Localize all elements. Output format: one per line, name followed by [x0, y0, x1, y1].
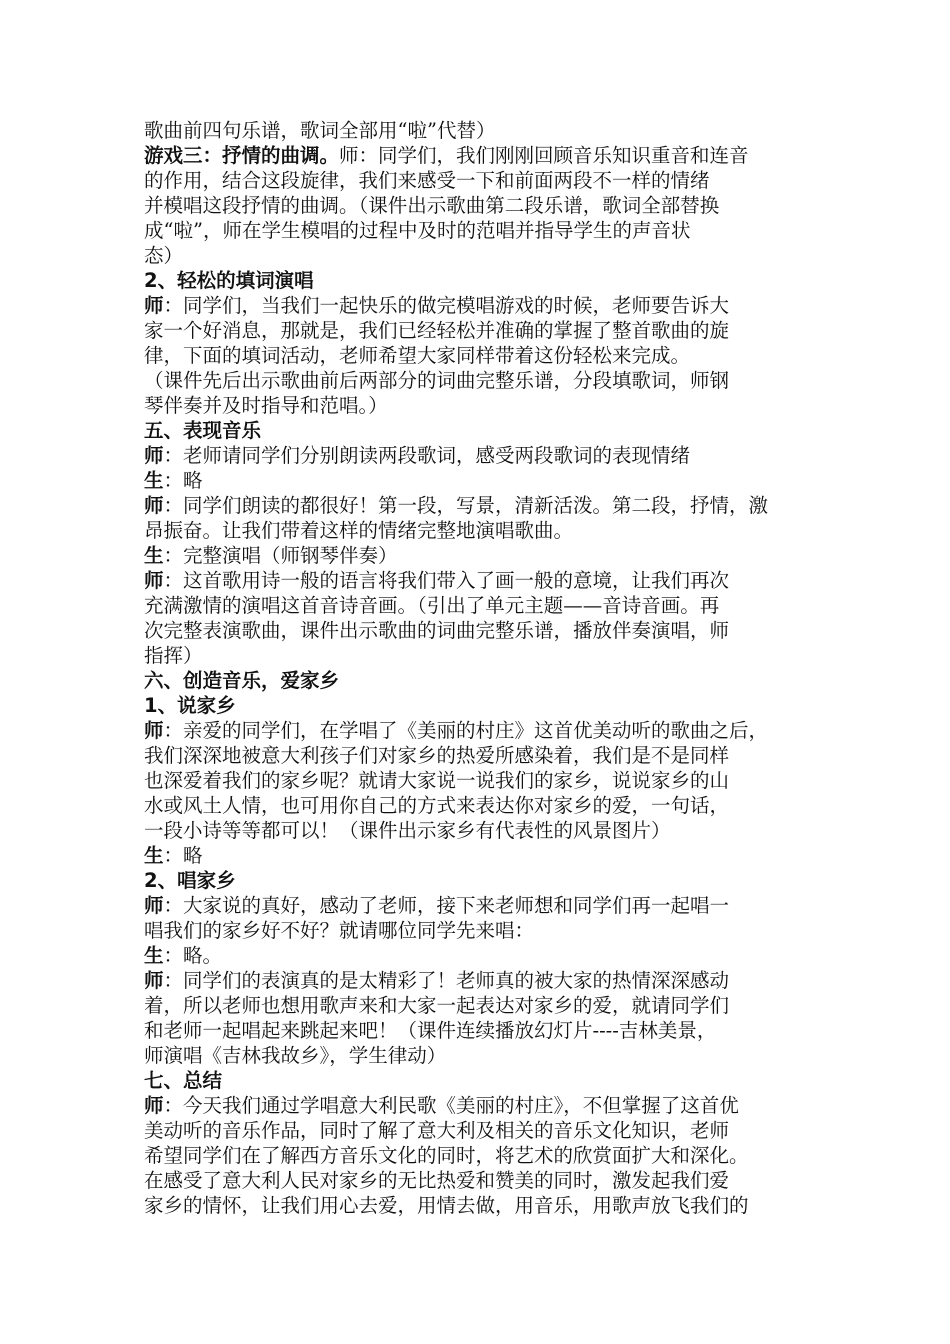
text-segment: 指挥）: [144, 644, 203, 667]
text-line: [144, 968, 838, 993]
text-segment: 琴伴奏并及时指导和范唱。）: [144, 394, 388, 417]
text-line: [144, 1093, 838, 1118]
text-line: [144, 193, 838, 218]
text-segment: ：略。: [163, 944, 223, 967]
text-segment: 和老师一起唱起来跳起来吧！（课件连续播放幻灯片----吉林美景，: [144, 1019, 717, 1042]
bold-text: 六、创造音乐，爱家乡: [144, 669, 340, 692]
text-line: [144, 793, 838, 818]
text-segment: 家一个好消息，那就是，我们已经轻松并准确的掌握了整首歌曲的旋: [144, 319, 730, 342]
bold-text: 五、表现音乐: [144, 419, 262, 442]
text-line: [144, 218, 838, 243]
text-line: [144, 468, 838, 493]
text-segment: 着，所以老师也想用歌声来和大家一起表达对家乡的爱，就请同学们: [144, 994, 730, 1017]
text-segment: 歌曲前四句乐谱，歌词全部用“啦”代替）: [144, 119, 496, 142]
text-segment: 并模唱这段抒情的曲调。（课件出示歌曲第二段乐谱，歌词全部替换: [144, 194, 720, 217]
text-segment: ：同学们朗读的都很好！第一段，写景，清新活泼。第二段，抒情，激: [163, 494, 769, 517]
text-segment: 我们深深地被意大利孩子们对家乡的热爱所感染着，我们是不是同样: [144, 744, 730, 767]
text-segment: 次完整表演歌曲，课件出示歌曲的词曲完整乐谱，播放伴奏演唱，师: [144, 619, 730, 642]
text-line: [144, 568, 838, 593]
text-line: [144, 393, 838, 418]
text-segment: 师演唱《吉林我故乡》，学生律动）: [144, 1044, 447, 1067]
text-line: [144, 1118, 838, 1143]
text-segment: ：完整演唱（师钢琴伴奏）: [163, 544, 398, 567]
text-line: [144, 493, 838, 518]
bold-text: 师: [144, 1094, 164, 1117]
text-line: [144, 543, 838, 568]
text-segment: 希望同学们在了解西方音乐文化的同时，将艺术的欣赏面扩大和深化。: [144, 1144, 749, 1167]
bold-text: 生: [144, 469, 164, 492]
bold-text: 师: [144, 294, 164, 317]
text-line: [144, 1068, 838, 1093]
text-line: [144, 318, 838, 343]
bold-text: 师: [144, 569, 164, 592]
text-line: [144, 593, 838, 618]
text-segment: 一段小诗等等都可以！（课件出示家乡有代表性的风景图片）: [144, 819, 671, 842]
text-line: [144, 643, 838, 668]
bold-text: 师: [144, 444, 164, 467]
text-line: [144, 918, 838, 943]
text-segment: ：亲爱的同学们，在学唱了《美丽的村庄》这首优美动听的歌曲之后，: [163, 719, 769, 742]
text-segment: 也深爱着我们的家乡呢？就请大家说一说我们的家乡，说说家乡的山: [144, 769, 730, 792]
text-line: [144, 743, 838, 768]
text-line: [144, 343, 838, 368]
text-segment: 家乡的情怀，让我们用心去爱，用情去做，用音乐，用歌声放飞我们的: [144, 1194, 749, 1217]
text-segment: ：这首歌用诗一般的语言将我们带入了画一般的意境，让我们再次: [163, 569, 730, 592]
text-segment: ：略: [163, 844, 203, 867]
bold-text: 师: [144, 494, 164, 517]
text-line: [144, 1043, 838, 1068]
text-segment: ：同学们，当我们一起快乐的做完模唱游戏的时候，老师要告诉大: [163, 294, 730, 317]
text-segment: ：同学们的表演真的是太精彩了！老师真的被大家的热情深深感动: [163, 969, 730, 992]
bold-text: 1、说家乡: [144, 694, 236, 717]
bold-text: 生: [144, 944, 164, 967]
text-line: [144, 443, 838, 468]
text-line: [144, 718, 838, 743]
text-line: [144, 368, 838, 393]
text-segment: 美动听的音乐作品，同时了解了意大利及相关的音乐文化知识，老师: [144, 1119, 730, 1142]
text-line: [144, 118, 838, 143]
bold-text: 师: [144, 894, 164, 917]
text-line: [144, 293, 838, 318]
bold-text: 生: [144, 844, 164, 867]
text-segment: ：老师请同学们分别朗读两段歌词，感受两段歌词的表现情绪: [163, 444, 691, 467]
text-segment: 水或风土人情，也可用你自己的方式来表达你对家乡的爱，一句话，: [144, 794, 730, 817]
bold-text: 师: [144, 969, 164, 992]
bold-text: 生: [144, 544, 164, 567]
bold-text: 七、总结: [144, 1069, 223, 1092]
text-segment: 的作用，结合这段旋律，我们来感受一下和前面两段不一样的情绪: [144, 169, 710, 192]
text-line: [144, 993, 838, 1018]
bold-text: 游戏三：抒情的曲调。: [144, 144, 340, 167]
text-segment: 昂振奋。让我们带着这样的情绪完整地演唱歌曲。: [144, 519, 574, 542]
text-line: [144, 243, 838, 268]
bold-text: 2、唱家乡: [144, 869, 236, 892]
text-line: [144, 818, 838, 843]
text-segment: ：大家说的真好，感动了老师，接下来老师想和同学们再一起唱一: [163, 894, 730, 917]
text-line: [144, 418, 838, 443]
text-line: [144, 143, 838, 168]
text-line: [144, 693, 838, 718]
text-segment: 在感受了意大利人民对家乡的无比热爱和赞美的同时，激发起我们爱: [144, 1169, 730, 1192]
text-segment: 唱我们的家乡好不好？就请哪位同学先来唱：: [144, 919, 535, 942]
text-line: [144, 1018, 838, 1043]
text-line: [144, 843, 838, 868]
text-line: [144, 868, 838, 893]
text-segment: 成“啦”，师在学生模唱的过程中及时的范唱并指导学生的声音状: [144, 219, 691, 242]
bold-text: 2、轻松的填词演唱: [144, 269, 314, 292]
text-segment: 律，下面的填词活动，老师希望大家同样带着这份轻松来完成。: [144, 344, 691, 367]
text-line: [144, 668, 838, 693]
text-line: [144, 518, 838, 543]
bold-text: 师: [144, 719, 164, 742]
text-line: [144, 1193, 838, 1218]
text-segment: ：略: [163, 469, 203, 492]
text-line: [144, 268, 838, 293]
text-segment: 师：同学们，我们刚刚回顾音乐知识重音和连音: [339, 144, 749, 167]
text-segment: （课件先后出示歌曲前后两部分的词曲完整乐谱，分段填歌词，师钢: [144, 369, 730, 392]
text-line: [144, 1168, 838, 1193]
text-line: [144, 1143, 838, 1168]
text-segment: ：今天我们通过学唱意大利民歌《美丽的村庄》，不但掌握了这首优: [163, 1094, 739, 1117]
text-line: [144, 618, 838, 643]
text-segment: 态）: [144, 244, 184, 267]
text-segment: 充满激情的演唱这首音诗音画。（引出了单元主题——音诗音画。再: [144, 594, 720, 617]
text-line: [144, 893, 838, 918]
text-line: [144, 943, 838, 968]
text-line: [144, 168, 838, 193]
text-line: [144, 768, 838, 793]
